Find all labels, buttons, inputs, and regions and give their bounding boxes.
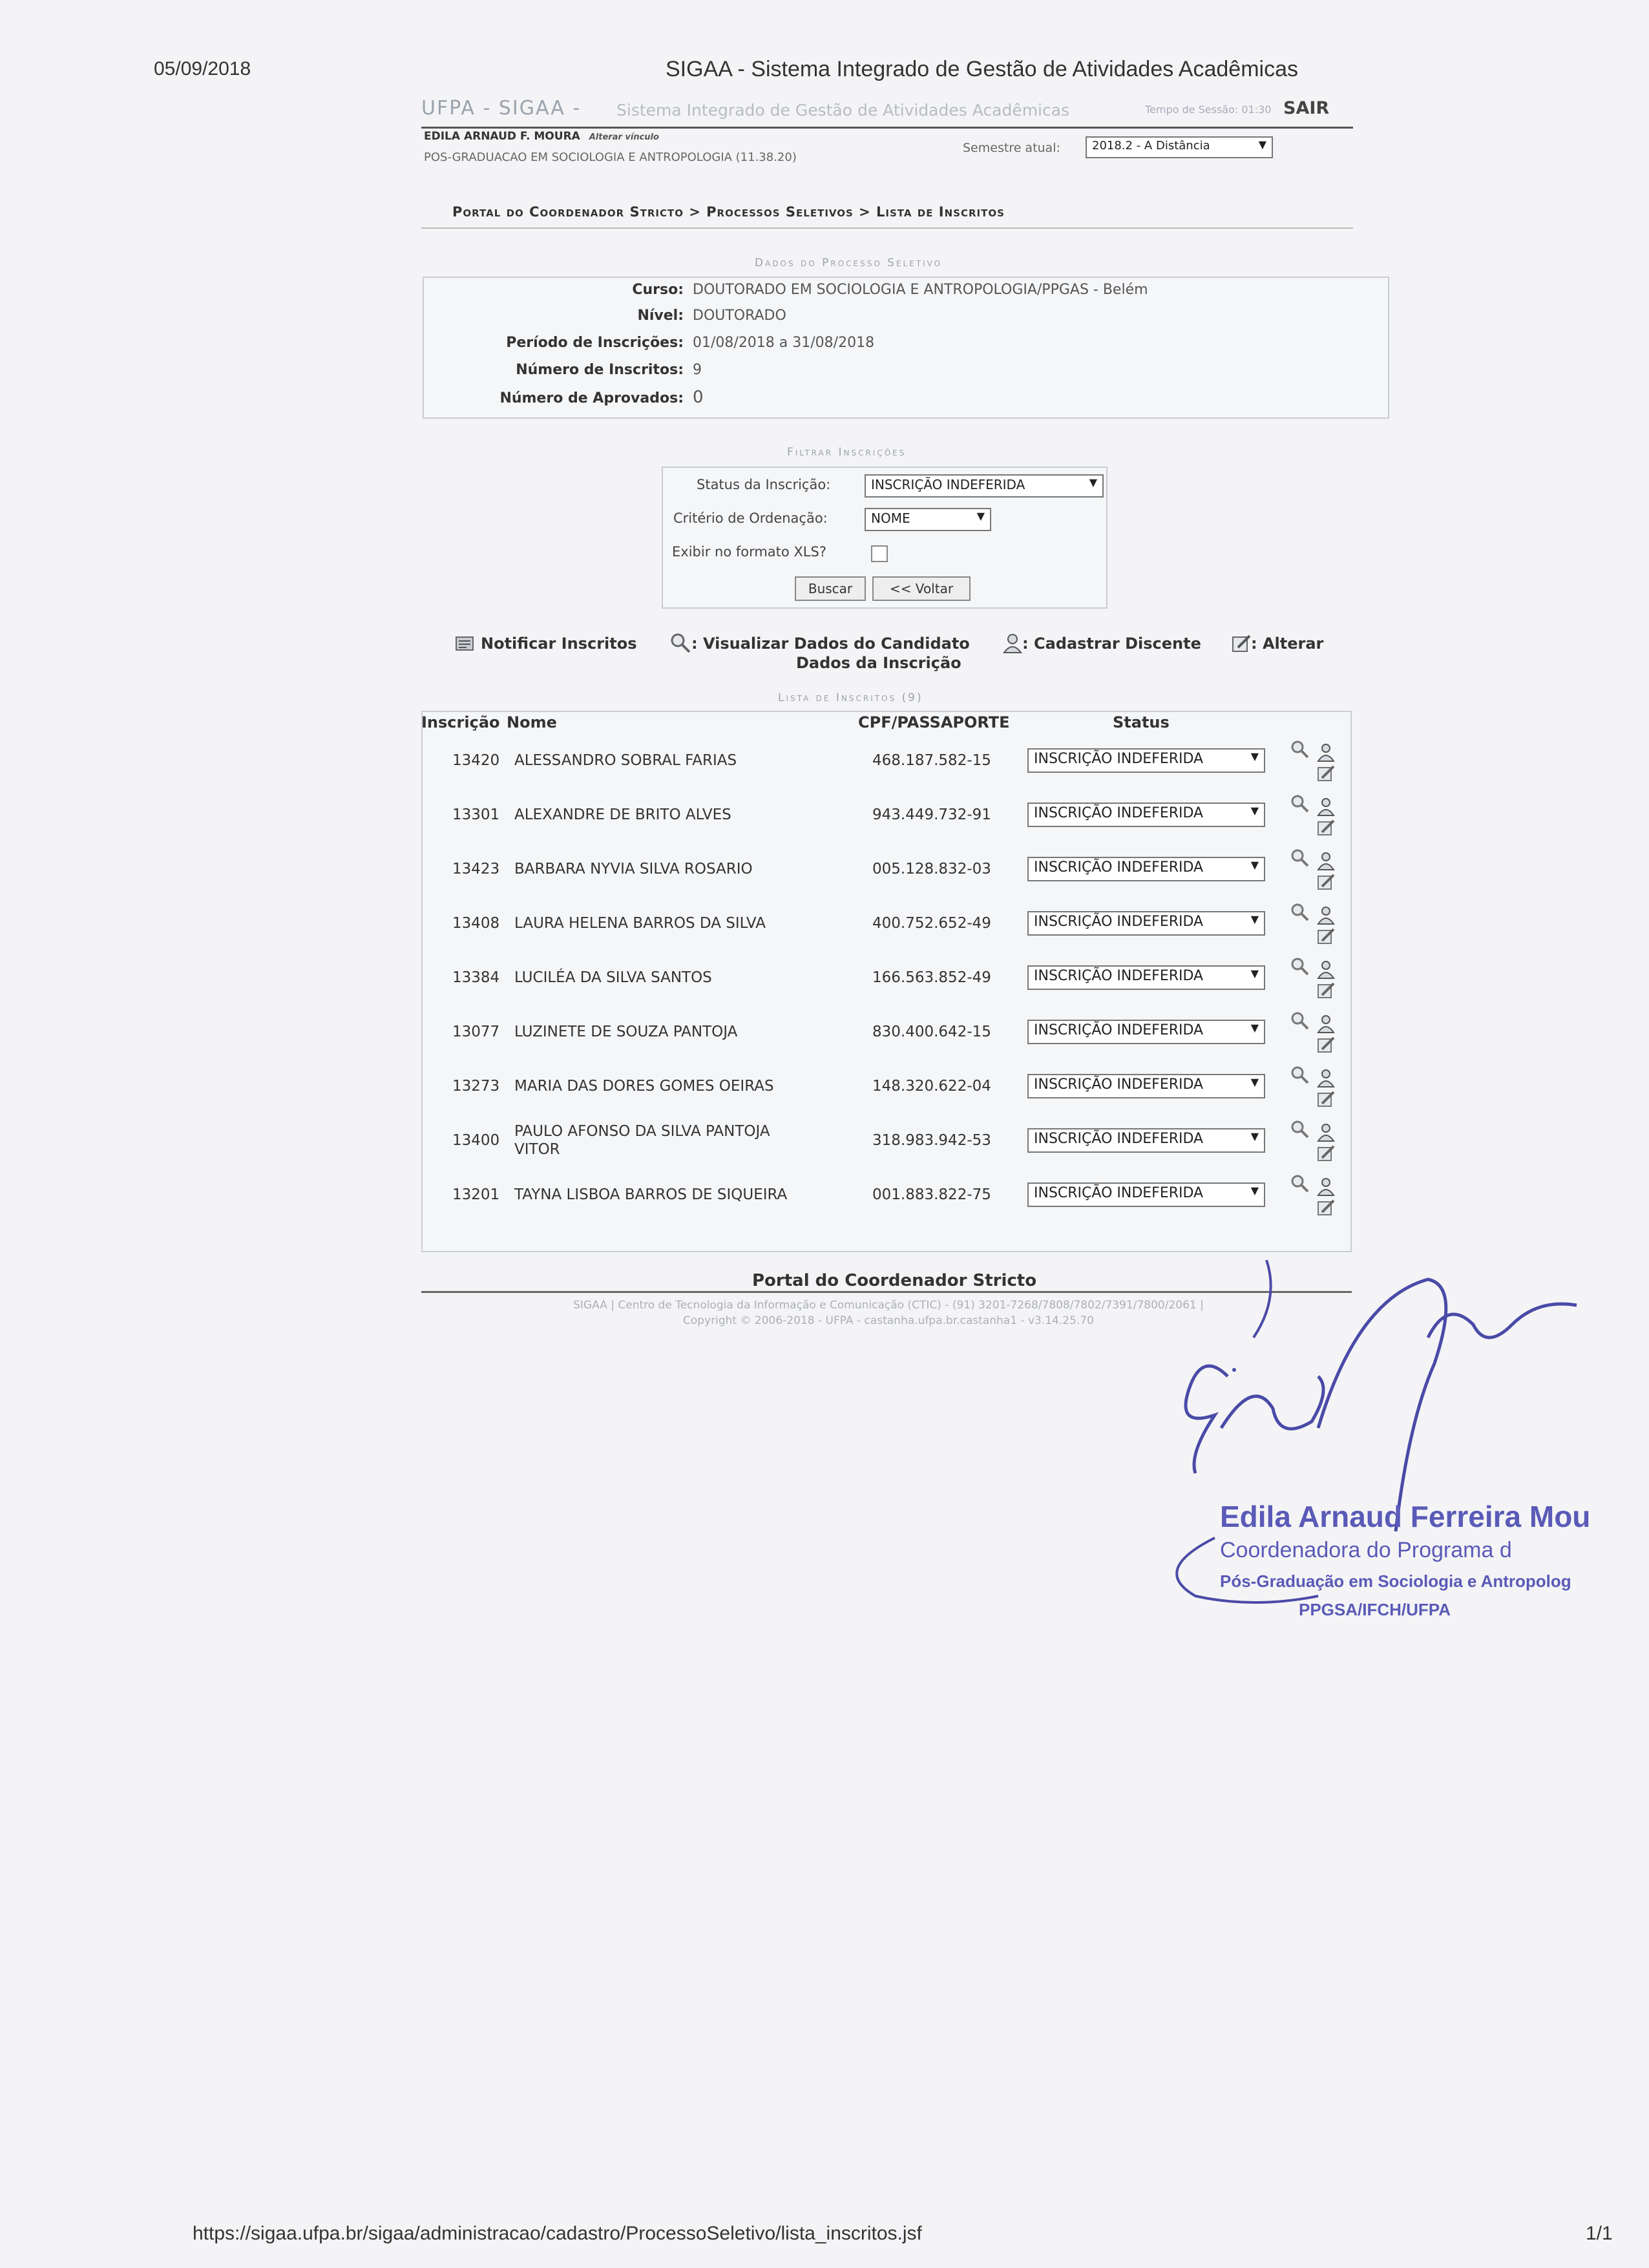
back-button[interactable]: << Voltar (872, 576, 971, 601)
filter-caption: Filtrar Inscrições (787, 446, 907, 459)
header-status: Status (1113, 713, 1170, 731)
applicant-name: MARIA DAS DORES GOMES OEIRAS (514, 1078, 774, 1095)
applicant-name: LUCILÉA DA SILVA SANTOS (514, 969, 712, 986)
credit-line-1: SIGAA | Centro de Tecnologia da Informação e Comunicação (CTIC) - (91) 3201-7268/7808/7802/7391/7800/2061 | (573, 1299, 1204, 1312)
edit-icon[interactable] (1316, 818, 1336, 840)
approved-count-value: 0 (693, 388, 704, 407)
stamp-role: Coordenadora do Programa d (1220, 1538, 1512, 1562)
applicant-name: ALESSANDRO SOBRAL FARIAS (514, 752, 737, 769)
stamp-unit: PPGSA/IFCH/UFPA (1299, 1600, 1451, 1619)
applicant-cpf: 468.187.582-15 (872, 752, 991, 769)
applicant-name: PAULO AFONSO DA SILVA PANTOJA (514, 1123, 770, 1140)
applicant-id: 13077 (452, 1024, 500, 1040)
applicant-status-value: INSCRIÇÃO INDEFERIDA (1034, 1076, 1204, 1093)
edit-icon (1230, 632, 1252, 654)
breadcrumb: Portal do Coordenador Stricto > Processos Seletivos > Lista de Inscritos (452, 204, 1005, 220)
register-student-icon[interactable] (1316, 959, 1336, 981)
chevron-down-icon: ▼ (1250, 1184, 1259, 1197)
register-student-icon[interactable] (1316, 1176, 1336, 1198)
system-bar (421, 97, 1353, 129)
view-candidate-icon[interactable] (1290, 1119, 1310, 1141)
applicant-name: ALEXANDRE DE BRITO ALVES (514, 806, 731, 823)
chevron-down-icon: ▼ (1258, 138, 1266, 151)
view-legend: : Visualizar Dados do Candidato (691, 635, 970, 653)
notify-link[interactable]: Notificar Inscritos (481, 635, 637, 653)
order-filter-label: Critério de Ordenação: (673, 510, 828, 526)
register-student-icon[interactable] (1316, 850, 1336, 872)
system-brand: UFPA - SIGAA - (421, 97, 582, 120)
chevron-down-icon: ▼ (976, 510, 985, 522)
chevron-down-icon: ▼ (1250, 804, 1259, 817)
applicant-cpf: 943.449.732-91 (872, 806, 991, 823)
course-label: Curso: (632, 282, 684, 298)
chevron-down-icon: ▼ (1250, 1130, 1259, 1142)
applicant-id: 13273 (452, 1078, 500, 1095)
header-cpf: CPF/PASSAPORTE (858, 713, 1010, 731)
search-button[interactable]: Buscar (795, 576, 866, 601)
edit-legend: : Alterar (1251, 635, 1324, 653)
enrolled-count-label: Número de Inscritos: (516, 362, 684, 378)
applicant-cpf: 400.752.652-49 (872, 915, 991, 932)
chevron-down-icon: ▼ (1250, 1076, 1259, 1088)
applicant-id: 13423 (452, 861, 500, 877)
applicant-id: 13400 (452, 1132, 500, 1149)
applicant-status-select[interactable] (1027, 1182, 1265, 1207)
edit-icon[interactable] (1316, 764, 1336, 786)
course-value: DOUTORADO EM SOCIOLOGIA E ANTROPOLOGIA/PPGAS - Belém (693, 282, 1148, 298)
chevron-down-icon: ▼ (1089, 476, 1097, 488)
system-subtitle: Sistema Integrado de Gestão de Atividades Acadêmicas (616, 101, 1070, 120)
semester-select[interactable] (1086, 136, 1273, 158)
applicant-cpf: 001.883.822-75 (872, 1186, 991, 1203)
page-number: 1/1 (1586, 2223, 1613, 2244)
applicant-id: 13301 (452, 806, 500, 823)
applicant-status-select[interactable] (1027, 1020, 1265, 1044)
edit-icon[interactable] (1316, 872, 1336, 894)
view-candidate-icon[interactable] (1290, 1011, 1310, 1033)
order-filter-select[interactable] (865, 508, 991, 531)
portal-footer: Portal do Coordenador Stricto (752, 1271, 1037, 1290)
applicant-cpf: 005.128.832-03 (872, 861, 991, 877)
magnifier-icon (669, 632, 691, 654)
header-nome: Nome (507, 713, 557, 731)
stamp-program: Pós-Graduação em Sociologia e Antropolog (1220, 1571, 1571, 1591)
semester-value: 2018.2 - A Distância (1092, 139, 1210, 152)
applicant-cpf: 830.400.642-15 (872, 1024, 991, 1040)
status-filter-value: INSCRIÇÃO INDEFERIDA (871, 477, 1025, 492)
print-title: SIGAA - Sistema Integrado de Gestão de Atividades Acadêmicas (666, 57, 1298, 81)
view-legend-line2: Dados da Inscrição (796, 654, 961, 672)
applicant-status-value: INSCRIÇÃO INDEFERIDA (1034, 968, 1204, 984)
print-date: 05/09/2018 (154, 58, 251, 79)
edit-icon[interactable] (1316, 1144, 1336, 1166)
chevron-down-icon: ▼ (1250, 967, 1259, 980)
page-url: https://sigaa.ufpa.br/sigaa/administracao/cadastro/ProcessoSeletivo/lista_inscritos.jsf (193, 2223, 922, 2244)
process-caption: Dados do Processo Seletivo (755, 257, 943, 269)
handwritten-signature (1124, 1260, 1590, 1622)
notify-icon (455, 635, 476, 653)
list-caption: Lista de Inscritos (9) (778, 691, 923, 704)
chevron-down-icon: ▼ (1250, 859, 1259, 871)
view-candidate-icon[interactable] (1290, 956, 1310, 978)
level-value: DOUTORADO (693, 308, 786, 324)
applicant-status-select[interactable] (1027, 1074, 1265, 1098)
xls-checkbox[interactable] (871, 545, 888, 562)
view-candidate-icon[interactable] (1290, 1065, 1310, 1087)
applicant-status-value: INSCRIÇÃO INDEFERIDA (1034, 1185, 1204, 1201)
applicant-status-value: INSCRIÇÃO INDEFERIDA (1034, 1022, 1204, 1038)
applicant-status-value: INSCRIÇÃO INDEFERIDA (1034, 859, 1204, 876)
applicant-status-value: INSCRIÇÃO INDEFERIDA (1034, 805, 1204, 821)
applicant-status-value: INSCRIÇÃO INDEFERIDA (1034, 751, 1204, 767)
applicant-status-select[interactable] (1027, 965, 1265, 990)
register-student-icon[interactable] (1316, 1122, 1336, 1144)
xls-label: Exibir no formato XLS? (672, 544, 826, 560)
edit-icon[interactable] (1316, 1198, 1336, 1220)
register-student-icon[interactable] (1316, 1013, 1336, 1035)
header-inscricao: Inscrição (421, 713, 500, 731)
register-student-icon (1002, 632, 1024, 654)
view-candidate-icon[interactable] (1290, 902, 1310, 924)
edit-icon[interactable] (1316, 1035, 1336, 1057)
status-filter-select[interactable] (865, 474, 1104, 498)
order-filter-value: NOME (871, 510, 910, 526)
chevron-down-icon: ▼ (1250, 750, 1259, 762)
register-student-icon[interactable] (1316, 1067, 1336, 1089)
applicant-status-value: INSCRIÇÃO INDEFERIDA (1034, 1131, 1204, 1147)
register-student-icon[interactable] (1316, 905, 1336, 927)
applicant-cpf: 148.320.622-04 (872, 1078, 991, 1095)
view-candidate-icon[interactable] (1290, 1173, 1310, 1195)
applicant-id: 13408 (452, 915, 500, 932)
edit-icon[interactable] (1316, 981, 1336, 1003)
period-label: Período de Inscrições: (506, 335, 684, 351)
register-student-icon[interactable] (1316, 742, 1336, 764)
semester-label: Semestre atual: (963, 141, 1060, 155)
credit-line-2: Copyright © 2006-2018 - UFPA - castanha.ufpa.br.castanha1 - v3.14.25.70 (683, 1314, 1094, 1327)
applicant-status-select[interactable] (1027, 803, 1265, 827)
applicant-cpf: 318.983.942-53 (872, 1132, 991, 1149)
user-info (424, 130, 659, 143)
change-link[interactable]: Alterar vínculo (589, 132, 659, 142)
applicant-name: BARBARA NYVIA SILVA ROSARIO (514, 861, 753, 877)
user-name: EDILA ARNAUD F. MOURA (424, 130, 580, 143)
applicant-name: LAURA HELENA BARROS DA SILVA (514, 915, 766, 932)
edit-icon[interactable] (1316, 1089, 1336, 1111)
applicant-status-value: INSCRIÇÃO INDEFERIDA (1034, 914, 1204, 930)
approved-count-label: Número de Aprovados: (499, 390, 684, 406)
chevron-down-icon: ▼ (1250, 1022, 1259, 1034)
enrolled-count-value: 9 (693, 362, 702, 378)
status-filter-label: Status da Inscrição: (697, 477, 831, 492)
session-timer: Tempo de Sessão: 01:30 (1145, 103, 1272, 116)
applicant-status-select[interactable] (1027, 911, 1265, 936)
applicant-id: 13201 (452, 1186, 500, 1203)
period-value: 01/08/2018 a 31/08/2018 (693, 335, 875, 351)
edit-icon[interactable] (1316, 927, 1336, 949)
breadcrumb-divider (421, 227, 1353, 229)
exit-link[interactable]: SAIR (1283, 98, 1330, 118)
applicant-cpf: 166.563.852-49 (872, 969, 991, 986)
applicant-status-select[interactable] (1027, 1128, 1265, 1153)
chevron-down-icon: ▼ (1250, 913, 1259, 925)
applicant-id: 13384 (452, 969, 500, 986)
stamp-name: Edila Arnaud Ferreira Mou (1220, 1500, 1591, 1533)
applicant-status-select[interactable] (1027, 748, 1265, 773)
view-candidate-icon[interactable] (1290, 739, 1310, 761)
register-legend: : Cadastrar Discente (1022, 635, 1201, 653)
applicant-status-select[interactable] (1027, 857, 1265, 881)
applicant-name: LUZINETE DE SOUZA PANTOJA (514, 1024, 738, 1040)
view-candidate-icon[interactable] (1290, 793, 1310, 815)
level-label: Nível: (637, 308, 684, 324)
applicant-id: 13420 (452, 752, 500, 769)
user-program: POS-GRADUACAO EM SOCIOLOGIA E ANTROPOLOGIA (11.38.20) (424, 151, 797, 164)
applicant-name-line2: VITOR (514, 1141, 560, 1158)
register-student-icon[interactable] (1316, 796, 1336, 818)
applicant-name: TAYNA LISBOA BARROS DE SIQUEIRA (514, 1186, 788, 1203)
view-candidate-icon[interactable] (1290, 848, 1310, 870)
